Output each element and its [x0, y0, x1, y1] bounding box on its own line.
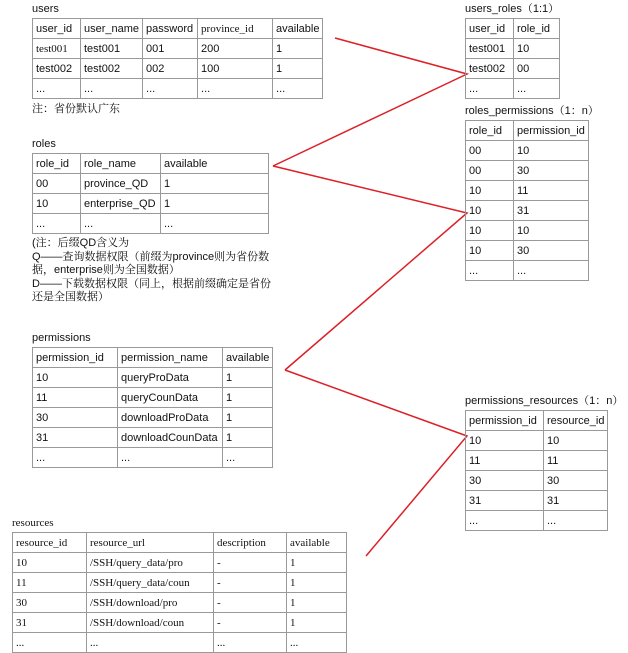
cell: ...: [118, 448, 223, 468]
cell: 10: [33, 368, 118, 388]
table-row: [466, 451, 608, 471]
table-row: [13, 633, 347, 653]
cell: enterprise_QD: [81, 194, 161, 214]
column-header: permission_id: [33, 348, 118, 368]
users-table: [32, 18, 323, 99]
column-header: role_id: [33, 154, 81, 174]
cell: 10: [466, 201, 514, 221]
cell: ...: [223, 448, 273, 468]
users-title: users: [32, 3, 59, 15]
users-table-block: [32, 2, 323, 117]
column-header: available: [161, 154, 269, 174]
table-header-row: [466, 121, 589, 141]
cell: /SSH/query_data/coun: [87, 573, 214, 593]
cell: 31: [13, 613, 87, 633]
cell: 1: [287, 593, 347, 613]
cell: ...: [33, 214, 81, 234]
cell: ...: [161, 214, 269, 234]
permissions-resources-table-block: [465, 394, 623, 531]
cell: 30: [544, 471, 608, 491]
table-row: [466, 161, 589, 181]
cell: queryCounData: [118, 388, 223, 408]
column-header: password: [143, 19, 198, 39]
table-row: [33, 59, 323, 79]
cell: 11: [466, 451, 544, 471]
cell: ...: [214, 633, 287, 653]
column-header: available: [287, 533, 347, 553]
users-roles-table-block: [465, 2, 560, 99]
cell: 30: [514, 241, 589, 261]
cell: ...: [81, 214, 161, 234]
table-row: [33, 408, 273, 428]
table-row: [13, 573, 347, 593]
column-header: available: [223, 348, 273, 368]
column-header: description: [214, 533, 287, 553]
cell: ...: [544, 511, 608, 531]
cell: 11: [544, 451, 608, 471]
cell: ...: [514, 261, 589, 281]
cell: 10: [514, 141, 589, 161]
cell: ...: [87, 633, 214, 653]
table-header-row: [466, 411, 608, 431]
cell: 31: [514, 201, 589, 221]
column-header: role_id: [466, 121, 514, 141]
cell: province_QD: [81, 174, 161, 194]
cell: ...: [13, 633, 87, 653]
cell: 1: [223, 408, 273, 428]
cell: 00: [466, 161, 514, 181]
cell: -: [214, 573, 287, 593]
table-row: [466, 39, 560, 59]
cell: 10: [514, 221, 589, 241]
cell: ...: [466, 261, 514, 281]
table-header-row: [33, 348, 273, 368]
cell: 100: [198, 59, 273, 79]
cell: ...: [33, 448, 118, 468]
permissions-resources-title: permissions_resources（1：n）: [465, 395, 624, 407]
cell: 11: [13, 573, 87, 593]
cell: 1: [161, 174, 269, 194]
table-header-row: [13, 533, 347, 553]
roles-note-line: 据，enterprise则为全国数据）: [32, 264, 180, 276]
column-header: permission_name: [118, 348, 223, 368]
cell: 002: [143, 59, 198, 79]
column-header: user_id: [33, 19, 81, 39]
cell: 1: [273, 39, 323, 59]
cell: test002: [466, 59, 514, 79]
roles-note-line: Q——查询数据权限（前缀为province则为省份数: [32, 250, 270, 263]
table-row: [13, 593, 347, 613]
cell: ...: [466, 79, 514, 99]
table-row: [466, 201, 589, 221]
table-row: [33, 368, 273, 388]
permissions-table-block: [32, 331, 273, 468]
cell: downloadCounData: [118, 428, 223, 448]
column-header: resource_id: [544, 411, 608, 431]
resources-table: [12, 532, 347, 653]
table-row: [13, 613, 347, 633]
table-row: [33, 174, 269, 194]
roles-note-line: D——下载数据权限（同上，根据前缀确定是省份: [32, 277, 271, 290]
column-header: resource_url: [87, 533, 214, 553]
link-roles-permissions: [273, 166, 467, 370]
cell: 1: [273, 59, 323, 79]
column-header: role_name: [81, 154, 161, 174]
resources-table-block: [12, 516, 347, 653]
cell: -: [214, 553, 287, 573]
table-row: [13, 553, 347, 573]
cell: test002: [81, 59, 143, 79]
table-header-row: [33, 19, 323, 39]
permissions-resources-table: [465, 410, 608, 531]
cell: 1: [287, 553, 347, 573]
table-row: [33, 214, 269, 234]
table-row: [33, 39, 323, 59]
table-row: [466, 141, 589, 161]
cell: 00: [466, 141, 514, 161]
cell: 1: [287, 613, 347, 633]
column-header: role_id: [514, 19, 560, 39]
cell: 00: [514, 59, 560, 79]
cell: 31: [33, 428, 118, 448]
table-header-row: [466, 19, 560, 39]
cell: queryProData: [118, 368, 223, 388]
table-row: [466, 59, 560, 79]
cell: 001: [143, 39, 198, 59]
permissions-title: permissions: [32, 332, 91, 344]
cell: ...: [33, 79, 81, 99]
column-header: available: [273, 19, 323, 39]
cell: 1: [287, 573, 347, 593]
cell: 10: [514, 39, 560, 59]
table-row: [466, 181, 589, 201]
table-row: [466, 79, 560, 99]
cell: 10: [466, 221, 514, 241]
cell: /SSH/query_data/pro: [87, 553, 214, 573]
cell: 1: [223, 368, 273, 388]
resources-title: resources: [12, 517, 54, 529]
table-row: [33, 428, 273, 448]
cell: 1: [223, 388, 273, 408]
cell: 1: [161, 194, 269, 214]
cell: ...: [198, 79, 273, 99]
cell: ...: [514, 79, 560, 99]
cell: 30: [33, 408, 118, 428]
cell: test002: [33, 59, 81, 79]
table-row: [466, 471, 608, 491]
table-row: [33, 194, 269, 214]
cell: downloadProData: [118, 408, 223, 428]
permissions-table: [32, 347, 273, 468]
cell: 10: [13, 553, 87, 573]
roles-note-line: (注：后缀QD含义为: [32, 237, 130, 249]
roles-permissions-table-block: [465, 104, 599, 281]
cell: /SSH/download/pro: [87, 593, 214, 613]
table-row: [466, 241, 589, 261]
roles-table: [32, 153, 269, 234]
cell: ...: [287, 633, 347, 653]
cell: 31: [466, 491, 544, 511]
cell: -: [214, 593, 287, 613]
table-row: [466, 511, 608, 531]
users-note: 注：省份默认广东: [32, 103, 120, 115]
cell: 10: [466, 431, 544, 451]
cell: ...: [143, 79, 198, 99]
column-header: permission_id: [466, 411, 544, 431]
column-header: user_name: [81, 19, 143, 39]
roles-note: [32, 237, 271, 305]
cell: 10: [466, 241, 514, 261]
table-row: [33, 388, 273, 408]
cell: ...: [273, 79, 323, 99]
cell: 11: [33, 388, 118, 408]
cell: 10: [33, 194, 81, 214]
cell: 10: [466, 181, 514, 201]
table-row: [466, 221, 589, 241]
roles-title: roles: [32, 138, 56, 150]
roles-note-line: 还是全国数据）: [32, 291, 109, 303]
table-row: [466, 491, 608, 511]
roles-permissions-title: roles_permissions（1：n）: [465, 105, 599, 117]
cell: ...: [466, 511, 544, 531]
cell: 1: [223, 428, 273, 448]
cell: -: [214, 613, 287, 633]
cell: 31: [544, 491, 608, 511]
column-header: permission_id: [514, 121, 589, 141]
cell: 11: [514, 181, 589, 201]
table-row: [466, 431, 608, 451]
cell: 10: [544, 431, 608, 451]
table-row: [33, 448, 273, 468]
cell: /SSH/download/coun: [87, 613, 214, 633]
cell: 30: [466, 471, 544, 491]
cell: 30: [514, 161, 589, 181]
cell: 00: [33, 174, 81, 194]
roles-permissions-table: [465, 120, 589, 281]
table-header-row: [33, 154, 269, 174]
roles-table-block: [32, 137, 271, 305]
cell: 30: [13, 593, 87, 613]
cell: 200: [198, 39, 273, 59]
cell: test001: [466, 39, 514, 59]
table-row: [33, 79, 323, 99]
users-roles-title: users_roles（1:1）: [465, 3, 560, 15]
users-roles-table: [465, 18, 560, 99]
column-header: province_id: [198, 19, 273, 39]
cell: ...: [81, 79, 143, 99]
table-row: [466, 261, 589, 281]
column-header: resource_id: [13, 533, 87, 553]
column-header: user_id: [466, 19, 514, 39]
cell: test001: [81, 39, 143, 59]
cell: test001: [33, 39, 81, 59]
